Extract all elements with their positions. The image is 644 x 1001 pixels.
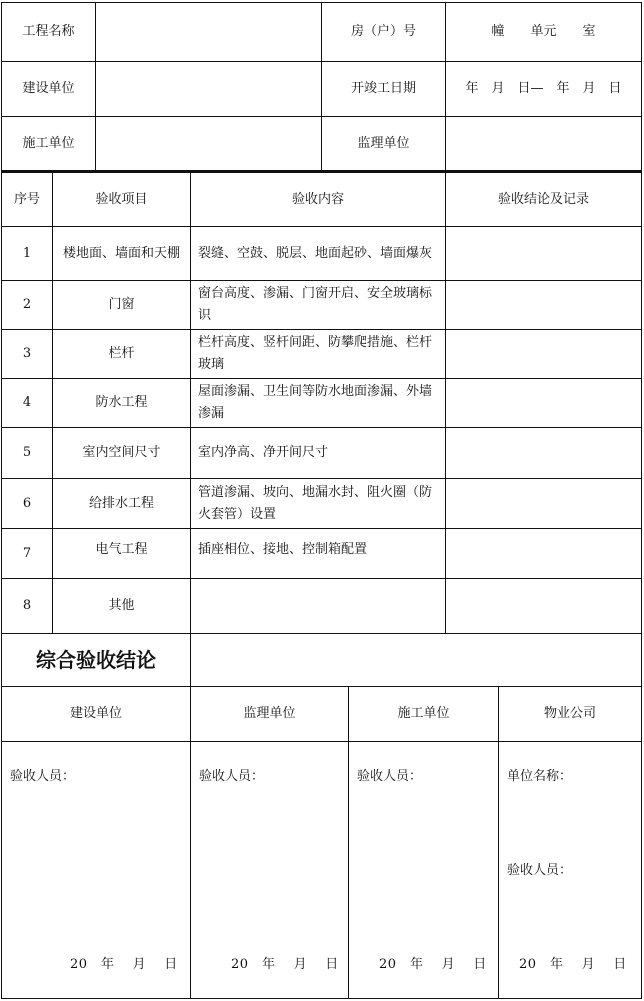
- conclusion-field[interactable]: [190, 633, 642, 687]
- row-item: 楼地面、墙面和天棚: [52, 226, 191, 281]
- period-label: 开竣工日期: [321, 61, 446, 117]
- row-no: 1: [1, 226, 53, 281]
- col-header-content: 验收内容: [190, 170, 446, 227]
- row-result[interactable]: [445, 329, 642, 379]
- signature-box-supervisor[interactable]: [190, 741, 349, 999]
- row-result[interactable]: [445, 427, 642, 479]
- inspector-label: 验收人员：: [10, 769, 76, 784]
- builder-field[interactable]: [95, 61, 322, 117]
- row-content: 插座相位、接地、控制箱配置: [190, 528, 446, 579]
- party-constructor: 施工单位: [348, 686, 499, 742]
- signature-box-builder[interactable]: [1, 741, 191, 999]
- row-content: 裂缝、空鼓、脱层、地面起砂、墙面爆灰: [190, 226, 446, 281]
- row-item: 给排水工程: [52, 478, 191, 529]
- signature-box-property[interactable]: [498, 741, 642, 999]
- party-property: 物业公司: [498, 686, 642, 742]
- sign-date: 20 年 月 日: [379, 957, 487, 972]
- supervisor-field[interactable]: [445, 116, 642, 171]
- row-no: 6: [1, 478, 53, 529]
- row-no: 4: [1, 378, 53, 428]
- period-field[interactable]: 年 月 日— 年 月 日: [445, 61, 642, 117]
- inspector-label: 验收人员：: [199, 769, 265, 784]
- col-header-result: 验收结论及记录: [445, 170, 642, 227]
- row-item: 门窗: [52, 280, 191, 330]
- row-result[interactable]: [445, 226, 642, 281]
- conclusion-label: 综合验收结论: [1, 633, 191, 687]
- row-item: 电气工程: [52, 528, 191, 579]
- row-content: 窗台高度、渗漏、门窗开启、安全玻璃标识: [190, 280, 446, 330]
- house-no-field[interactable]: 幢 单元 室: [445, 2, 642, 62]
- row-content: [190, 578, 446, 634]
- sign-date: 20 年 月 日: [231, 957, 339, 972]
- party-builder: 建设单位: [1, 686, 191, 742]
- row-no: 7: [1, 528, 53, 579]
- row-item: 其他: [52, 578, 191, 634]
- constructor-field[interactable]: [95, 116, 322, 171]
- sign-date: 20 年 月 日: [519, 957, 627, 972]
- row-content: 屋面渗漏、卫生间等防水地面渗漏、外墙渗漏: [190, 378, 446, 428]
- row-result[interactable]: [445, 528, 642, 579]
- house-no-label: 房（户）号: [321, 2, 446, 62]
- party-supervisor: 监理单位: [190, 686, 349, 742]
- row-result[interactable]: [445, 478, 642, 529]
- col-header-no: 序号: [1, 170, 53, 227]
- sign-date: 20 年 月 日: [70, 957, 178, 972]
- project-name-field[interactable]: [95, 2, 322, 62]
- row-content: 栏杆高度、竖杆间距、防攀爬措施、栏杆玻璃: [190, 329, 446, 379]
- signature-box-constructor[interactable]: [348, 741, 499, 999]
- row-item: 防水工程: [52, 378, 191, 428]
- constructor-label: 施工单位: [1, 116, 96, 171]
- supervisor-label: 监理单位: [321, 116, 446, 171]
- row-no: 3: [1, 329, 53, 379]
- builder-label: 建设单位: [1, 61, 96, 117]
- col-header-item: 验收项目: [52, 170, 191, 227]
- inspector-label: 验收人员：: [507, 863, 573, 878]
- unit-name-label: 单位名称：: [507, 769, 573, 784]
- row-result[interactable]: [445, 378, 642, 428]
- inspector-label: 验收人员：: [357, 769, 423, 784]
- project-name-label: 工程名称: [1, 2, 96, 62]
- row-result[interactable]: [445, 578, 642, 634]
- row-content: 管道渗漏、坡向、地漏水封、阻火圈（防火套管）设置: [190, 478, 446, 529]
- row-no: 8: [1, 578, 53, 634]
- row-no: 5: [1, 427, 53, 479]
- row-result[interactable]: [445, 280, 642, 330]
- row-content: 室内净高、净开间尺寸: [190, 427, 446, 479]
- row-item: 室内空间尺寸: [52, 427, 191, 479]
- row-no: 2: [1, 280, 53, 330]
- row-item: 栏杆: [52, 329, 191, 379]
